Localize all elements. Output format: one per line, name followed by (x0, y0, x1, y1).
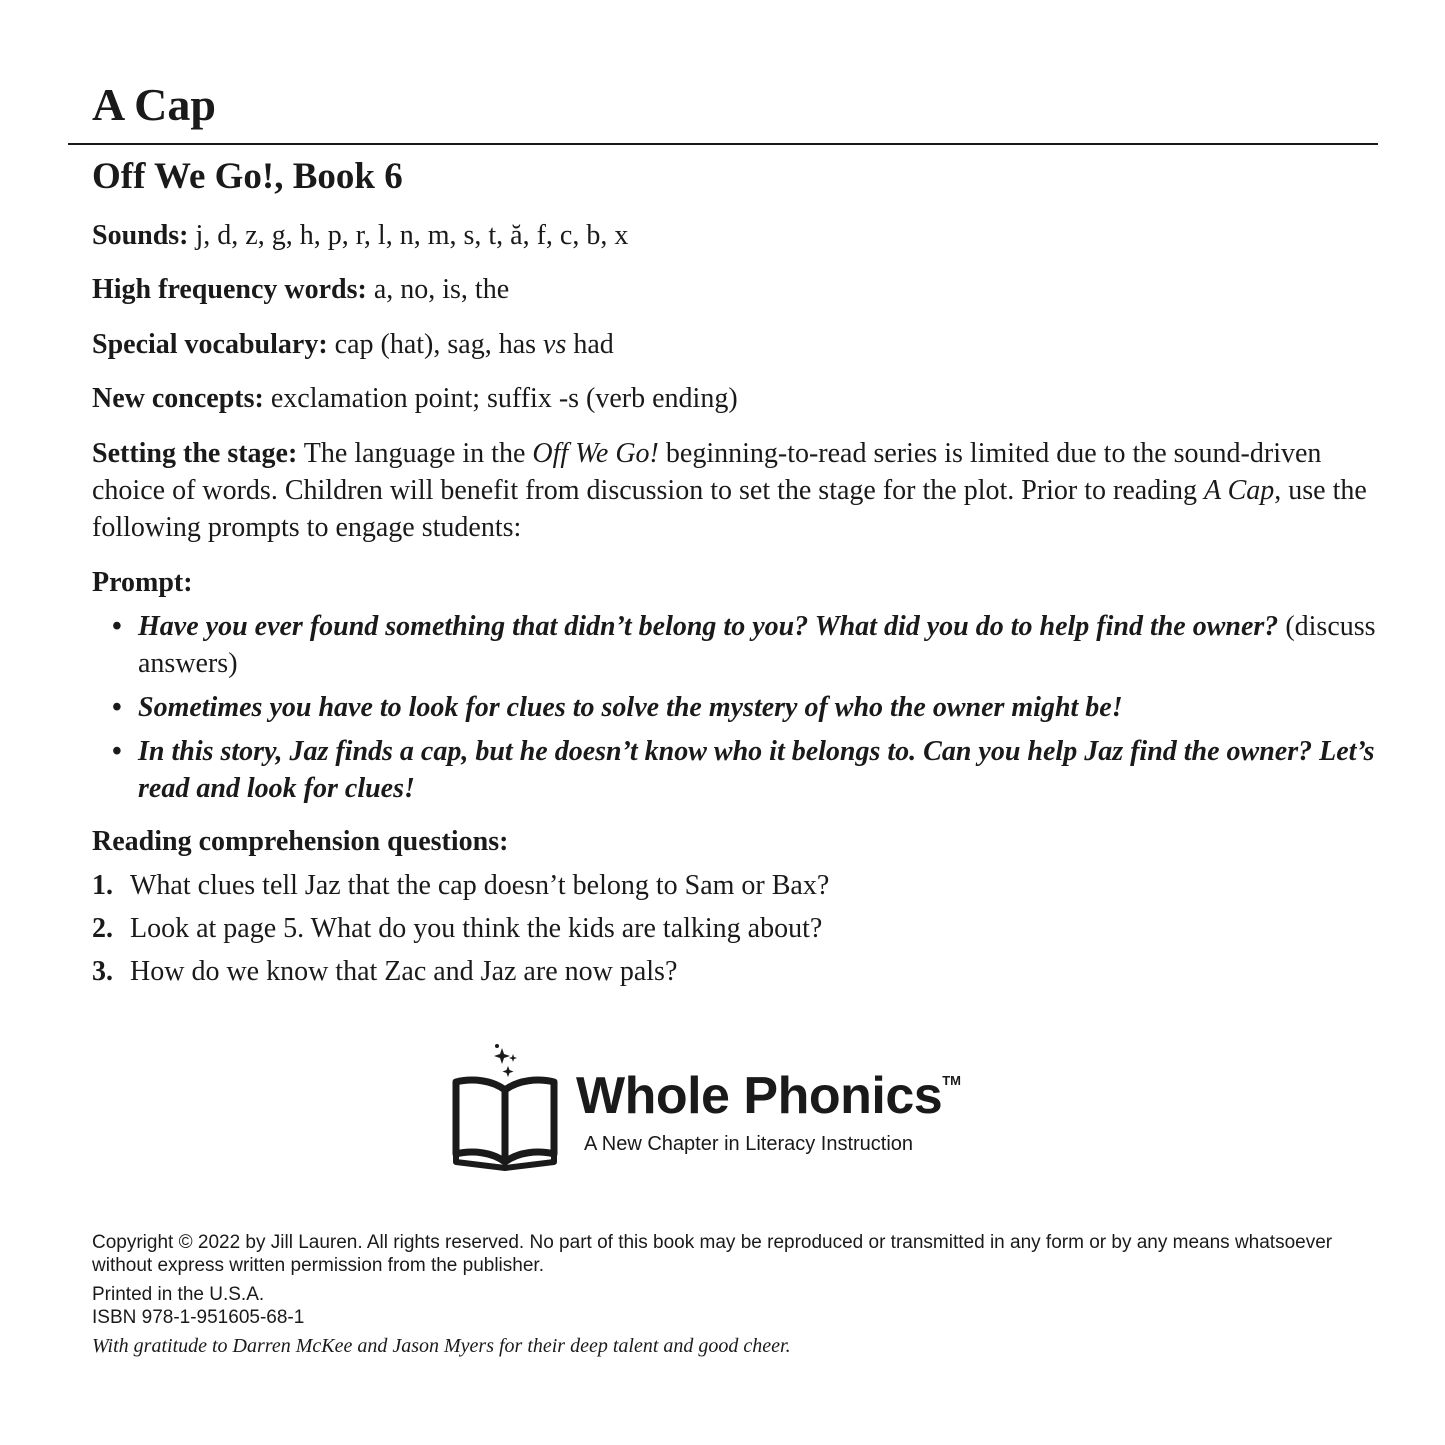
printed-in: Printed in the U.S.A. (92, 1284, 265, 1305)
list-item (92, 953, 1382, 990)
special-vocabulary-value: cap (hat), sag, has (327, 329, 544, 360)
special-vocabulary-label: Special vocabulary: (92, 329, 328, 360)
list-item (92, 867, 1382, 904)
question-number: 3. (92, 956, 113, 987)
setting-the-stage (92, 435, 1382, 546)
brand-name-text: Whole Phonics (576, 1067, 943, 1125)
prompt-list (112, 608, 1382, 814)
special-vocabulary-value-end: had (566, 329, 614, 360)
prompt-question: Sometimes you have to look for clues to solve the mystery of who the owner might be! (138, 692, 1123, 723)
title-divider (68, 143, 1378, 145)
question-text: How do we know that Zac and Jaz are now pals? (130, 956, 678, 987)
comprehension-heading (92, 823, 1382, 860)
trademark-symbol: TM (942, 1073, 961, 1088)
book-subtitle: Off We Go!, Book 6 (92, 156, 403, 197)
sounds-line (92, 217, 1382, 254)
brand-name (576, 1067, 961, 1125)
prompt-question: In this story, Jaz finds a cap, but he doesn’t know who it belongs to. Can you help Jaz find the owner? Let’s read and look for clues! (138, 736, 1375, 804)
special-vocabulary-vs: vs (543, 329, 567, 360)
new-concepts-line (92, 380, 1382, 417)
prompt-heading (92, 564, 1382, 601)
book-title-ref: A Cap (1204, 475, 1275, 506)
isbn: ISBN 978-1-951605-68-1 (92, 1307, 305, 1328)
new-concepts-value: exclamation point; suffix -s (verb ending) (263, 383, 738, 414)
list-item (92, 910, 1382, 947)
copyright-notice: Copyright © 2022 by Jill Lauren. All rights reserved. No part of this book may be reproduced or transmitted in any form or by any means whatsoever without express written permission from the publisher. (92, 1232, 1333, 1276)
brand-tagline: A New Chapter in Literacy Instruction (584, 1133, 914, 1155)
new-concepts-label: New concepts: (92, 383, 264, 414)
comprehension-label: Reading comprehension questions: (92, 826, 509, 857)
list-item (112, 733, 1382, 807)
bullet-dot: • (112, 692, 122, 723)
setting-stage-text: beginning-to-read series is limited due to the sound-driven choice of words. Children will benefit from discussion to set the stage for the plot. Prior to reading (92, 438, 1322, 506)
series-title: Off We Go! (532, 438, 659, 469)
sounds-value: j, d, z, g, h, p, r, l, n, m, s, t, ă, f, c, b, x (188, 220, 629, 251)
open-book-icon (448, 1042, 563, 1172)
whole-phonics-logo (448, 1042, 1008, 1172)
special-vocabulary-line (92, 326, 1382, 363)
list-item (112, 608, 1382, 682)
question-number: 1. (92, 870, 113, 901)
high-frequency-line (92, 271, 1382, 308)
comprehension-list (92, 867, 1382, 996)
high-frequency-value: a, no, is, the (366, 274, 510, 305)
question-text: Look at page 5. What do you think the kids are talking about? (130, 913, 823, 944)
list-item (112, 689, 1382, 726)
prompt-question: Have you ever found something that didn’t belong to you? What did you do to help find the owner? (138, 611, 1279, 642)
page-title: A Cap (92, 79, 216, 130)
prompt-note: (discuss answers) (138, 611, 1376, 679)
gratitude-note: With gratitude to Darren McKee and Jason Myers for their deep talent and good cheer. (92, 1335, 791, 1357)
setting-stage-label: Setting the stage: (92, 438, 298, 469)
setting-stage-text: The language in the (297, 438, 533, 469)
bullet-dot: • (112, 736, 122, 767)
prompt-label: Prompt: (92, 567, 193, 598)
setting-stage-text: , use the following prompts to engage students: (92, 475, 1367, 543)
sounds-label: Sounds: (92, 220, 189, 251)
high-frequency-label: High frequency words: (92, 274, 367, 305)
question-text: What clues tell Jaz that the cap doesn’t belong to Sam or Bax? (130, 870, 830, 901)
question-number: 2. (92, 913, 113, 944)
bullet-dot: • (112, 611, 122, 642)
